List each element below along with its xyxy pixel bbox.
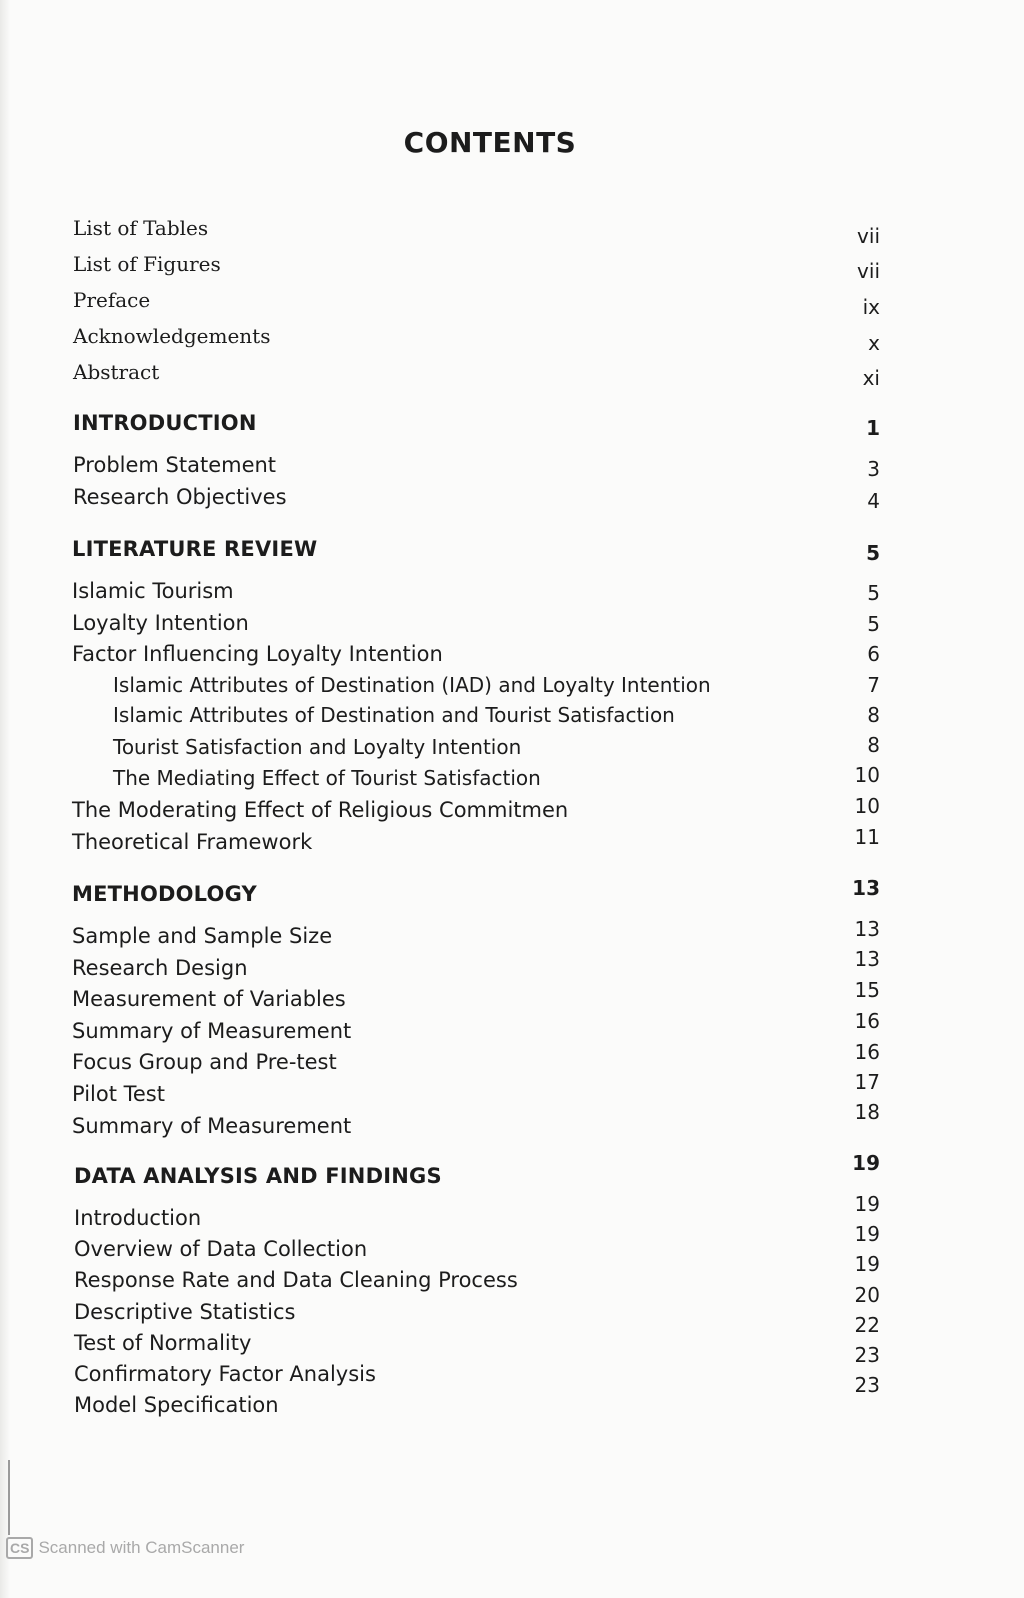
- scanner-watermark: [6, 1534, 244, 1562]
- camscanner-logo: CS: [6, 1537, 33, 1559]
- toc-entry-page: 22: [854, 1313, 880, 1337]
- toc-entry-page: 20: [854, 1283, 880, 1307]
- toc-entry-page: 6: [867, 642, 880, 666]
- toc-entry-label: Pilot Test: [72, 1082, 165, 1106]
- toc-subentry-label: Islamic Attributes of Destination (IAD) and Loyalty Intention: [113, 673, 711, 697]
- toc-entry-page: 13: [854, 917, 880, 941]
- watermark-text: Scanned with CamScanner: [38, 1538, 245, 1557]
- toc-section-page: 19: [852, 1151, 880, 1175]
- toc-entry-label: Sample and Sample Size: [72, 924, 333, 948]
- toc-entry-label: Research Design: [72, 956, 248, 980]
- toc-entry-page: xi: [862, 366, 880, 390]
- toc-entry-page: vii: [857, 224, 880, 248]
- toc-entry-label: List of Figures: [73, 252, 221, 276]
- toc-entry-label: Model Specification: [74, 1393, 279, 1417]
- toc-section-page: 5: [866, 541, 880, 565]
- toc-entry-label: Preface: [73, 288, 151, 312]
- toc-entry-page: 5: [867, 612, 880, 636]
- page-edge-mark: [8, 1460, 10, 1535]
- toc-entry-label: Islamic Tourism: [72, 579, 234, 603]
- toc-entry-page: 4: [867, 489, 880, 513]
- toc-entry-label: Measurement of Variables: [72, 987, 346, 1011]
- toc-entry-page: 13: [854, 947, 880, 971]
- toc-entry-label: Descriptive Statistics: [74, 1300, 296, 1324]
- toc-section-label: LITERATURE REVIEW: [72, 537, 318, 561]
- toc-entry-page: 10: [854, 794, 880, 818]
- toc-entry-label: Theoretical Framework: [72, 830, 313, 854]
- toc-entry-label: Factor Influencing Loyalty Intention: [72, 642, 443, 666]
- toc-entry-page: ix: [862, 295, 880, 319]
- toc-entry-label: Summary of Measurement: [72, 1114, 352, 1138]
- page-title: CONTENTS: [403, 126, 577, 159]
- toc-entry-label: Introduction: [74, 1206, 202, 1230]
- toc-entry-page: 19: [854, 1222, 880, 1246]
- toc-entry-label: Acknowledgements: [73, 324, 271, 348]
- toc-entry-label: Test of Normality: [74, 1331, 252, 1355]
- toc-entry-page: x: [868, 331, 880, 355]
- toc-entry-page: 16: [854, 1040, 880, 1064]
- toc-subentry-page: 8: [867, 703, 880, 727]
- toc-subentry-page: 7: [867, 673, 880, 697]
- toc-section-label: INTRODUCTION: [73, 411, 257, 435]
- toc-section-label: DATA ANALYSIS AND FINDINGS: [74, 1164, 442, 1188]
- toc-entry-label: Response Rate and Data Cleaning Process: [74, 1268, 518, 1292]
- toc-entry-page: 5: [867, 581, 880, 605]
- toc-entry-label: Overview of Data Collection: [74, 1237, 368, 1261]
- toc-entry-label: Abstract: [73, 360, 160, 384]
- toc-subentry-page: 10: [854, 763, 880, 787]
- toc-entry-label: Research Objectives: [73, 485, 287, 509]
- toc-entry-page: 19: [854, 1192, 880, 1216]
- toc-entry-page: 23: [854, 1373, 880, 1397]
- toc-entry-page: 16: [854, 1009, 880, 1033]
- toc-subentry-label: Islamic Attributes of Destination and Tourist Satisfaction: [113, 703, 675, 727]
- toc-subentry-page: 8: [867, 733, 880, 757]
- toc-entry-page: 3: [867, 457, 880, 481]
- toc-entry-page: 18: [854, 1100, 880, 1124]
- toc-entry-label: Loyalty Intention: [72, 611, 249, 635]
- toc-entry-label: Confirmatory Factor Analysis: [74, 1362, 376, 1386]
- toc-entry-page: 11: [854, 825, 880, 849]
- toc-section-page: 1: [866, 416, 880, 440]
- toc-entry-label: The Moderating Effect of Religious Commitmen: [72, 798, 569, 822]
- toc-section-label: METHODOLOGY: [72, 882, 257, 906]
- toc-section-page: 13: [852, 876, 880, 900]
- toc-subentry-label: Tourist Satisfaction and Loyalty Intention: [113, 735, 522, 759]
- page-edge-shadow: [0, 0, 10, 1598]
- toc-entry-page: vii: [857, 259, 880, 283]
- toc-entry-label: List of Tables: [73, 216, 209, 240]
- toc-entry-page: 23: [854, 1343, 880, 1367]
- toc-entry-label: Summary of Measurement: [72, 1019, 352, 1043]
- toc-entry-label: Focus Group and Pre-test: [72, 1050, 337, 1074]
- toc-entry-page: 15: [854, 978, 880, 1002]
- toc-entry-label: Problem Statement: [73, 453, 277, 477]
- toc-entry-page: 19: [854, 1252, 880, 1276]
- toc-entry-page: 17: [854, 1070, 880, 1094]
- toc-subentry-label: The Mediating Effect of Tourist Satisfaction: [113, 766, 541, 790]
